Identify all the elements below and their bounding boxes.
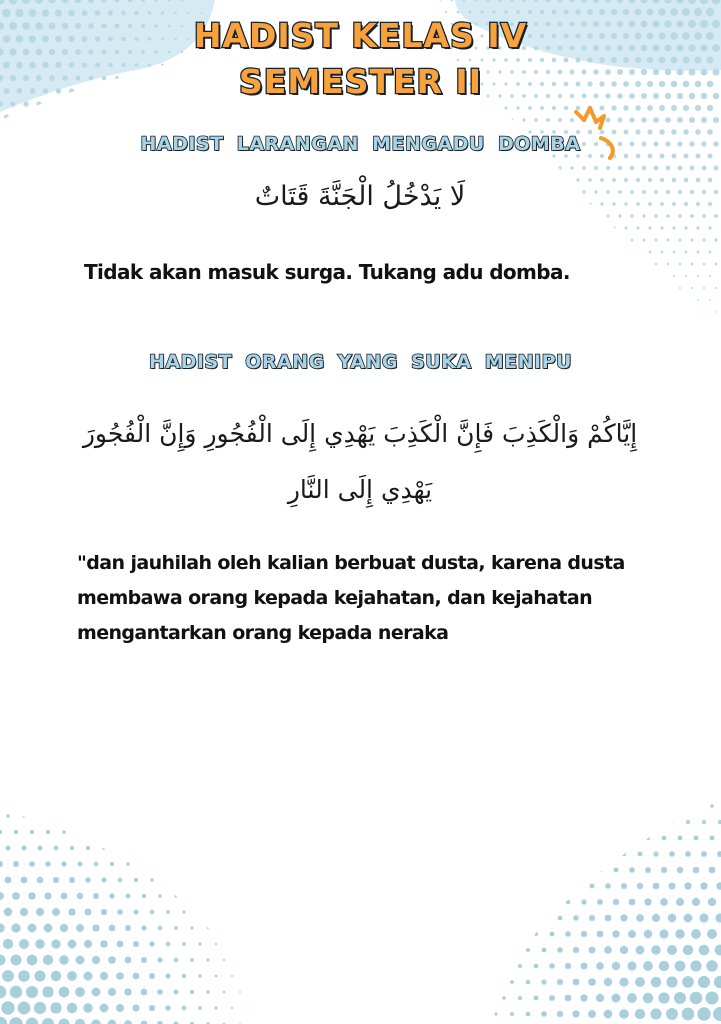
section2-arabic-line1: إِيَّاكُمْ وَالْكَذِبَ فَإِنَّ الْكَذِبَ يَهْدِي إِلَى الْفُجُورِ وَإِنَّ الْفُجُورَ (82, 419, 638, 448)
section1-heading: HADIST LARANGAN MENGADU DOMBA (140, 133, 581, 155)
section2-heading: HADIST ORANG YANG SUKA MENIPU (149, 351, 572, 373)
section1-translation: Tidak akan masuk surga. Tukang adu domba. (84, 260, 570, 284)
section2-arabic-line2: يَهْدِي إِلَى النَّارِ (287, 475, 433, 504)
page-title-line1: HADIST KELAS IV (193, 16, 528, 55)
translation-line: membawa orang kepada kejahatan, dan kejahatan (77, 587, 592, 609)
translation-line: mengantarkan orang kepada neraka (77, 622, 449, 644)
translation-line: "dan jauhilah oleh kalian berbuat dusta, karena dusta (77, 552, 625, 574)
page-title-line2: SEMESTER II (239, 62, 482, 101)
section1-arabic: لَا يَدْخُلُ الْجَنَّةَ قَتَاتٌ (254, 181, 466, 212)
section2-translation (77, 546, 625, 651)
